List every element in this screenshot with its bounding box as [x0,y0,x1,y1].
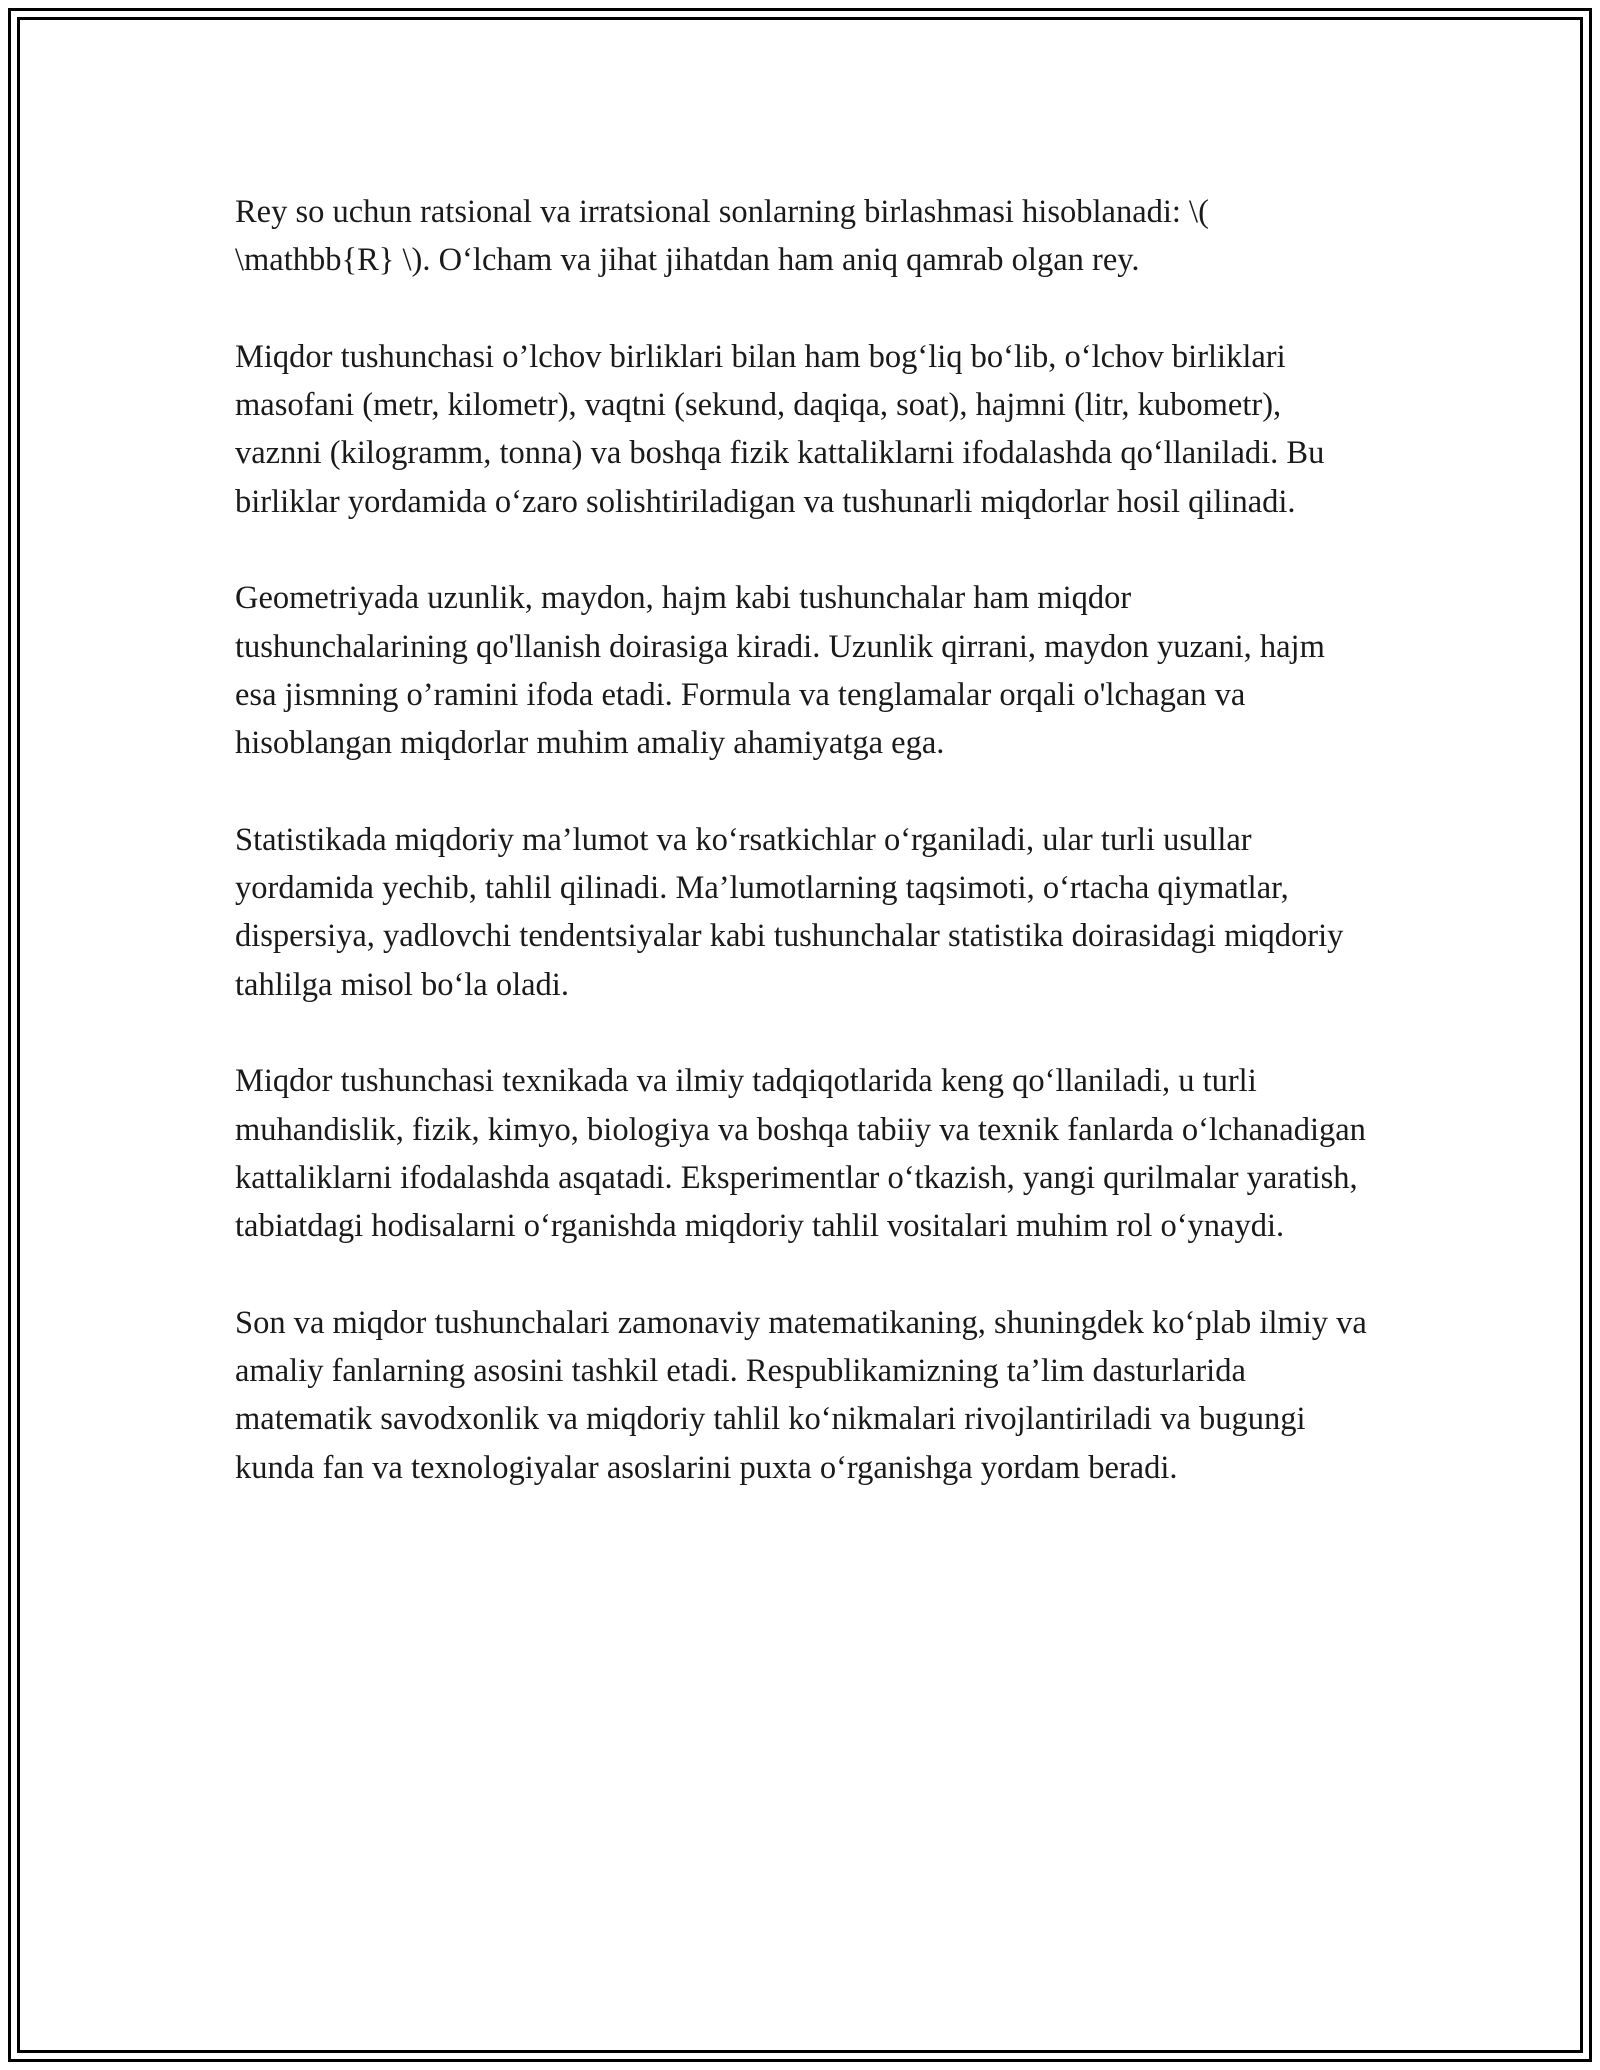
document-body [235,188,1370,1540]
paragraph-education: Son va miqdor tushunchalari zamonaviy matematikaning, shuningdek ko‘plab ilmiy va amaliy fanlarning asosini tashkil etadi. Respublikamizning ta’lim dasturlarida matematik savodxonlik va miqdoriy tahlil ko‘nikmalari rivojlantiriladi va bugungi kunda fan va texnologiyalar asoslarini puxta o‘rganishga yordam beradi. [235,1304,1367,1486]
paragraph-technology-research: Miqdor tushunchasi texnikada va ilmiy tadqiqotlarida keng qo‘llaniladi, u turli muhandislik, fizik, kimyo, biologiya va boshqa tabiiy va texnik fanlarda o‘lchanadigan kattaliklarni ifodalashda asqatadi. Eksperimentlar o‘tkazish, yangi qurilmalar yaratish, tabiatdagi hodisalarni o‘rganishda miqdoriy tahlil vositalari muhim rol o‘ynaydi. [235,1063,1366,1245]
paragraph-geometry: Geometriyada uzunlik, maydon, hajm kabi tushunchalar ham miqdor tushunchalarining qo'llanish doirasiga kiradi. Uzunlik qirrani, maydon yuzani, hajm esa jismning o’ramini ifoda etadi. Formula va tenglamalar orqali o'lchagan va hisoblangan miqdorlar muhim amaliy ahamiyatga ega. [235,580,1325,762]
paragraph-statistics: Statistikada miqdoriy ma’lumot va ko‘rsatkichlar o‘rganiladi, ular turli usullar yordamida yechib, tahlil qilinadi. Ma’lumotlarning taqsimoti, o‘rtacha qiymatlar, dispersiya, yadlovchi tendentsiyalar kabi tushunchalar statistika doirasidagi miqdoriy tahlilga misol bo‘la oladi. [235,821,1344,1003]
paragraph-real-numbers: Rey so uchun ratsional va irratsional sonlarning birlashmasi hisoblanadi: \( \mathbb{R} \). O‘lcham va jihat jihatdan ham aniq qamrab olgan rey. [235,194,1209,279]
paragraph-units-of-measure: Miqdor tushunchasi o’lchov birliklari bilan ham bog‘liq bo‘lib, o‘lchov birliklari masofani (metr, kilometr), vaqtni (sekund, daqiqa, soat), hajmni (litr, kubometr), vaznni (kilogramm, tonna) va boshqa fizik kattaliklarni ifodalashda qo‘llaniladi. Bu birliklar yordamida o‘zaro solishtiriladigan va tushunarli miqdorlar hosil qilinadi. [235,338,1325,520]
